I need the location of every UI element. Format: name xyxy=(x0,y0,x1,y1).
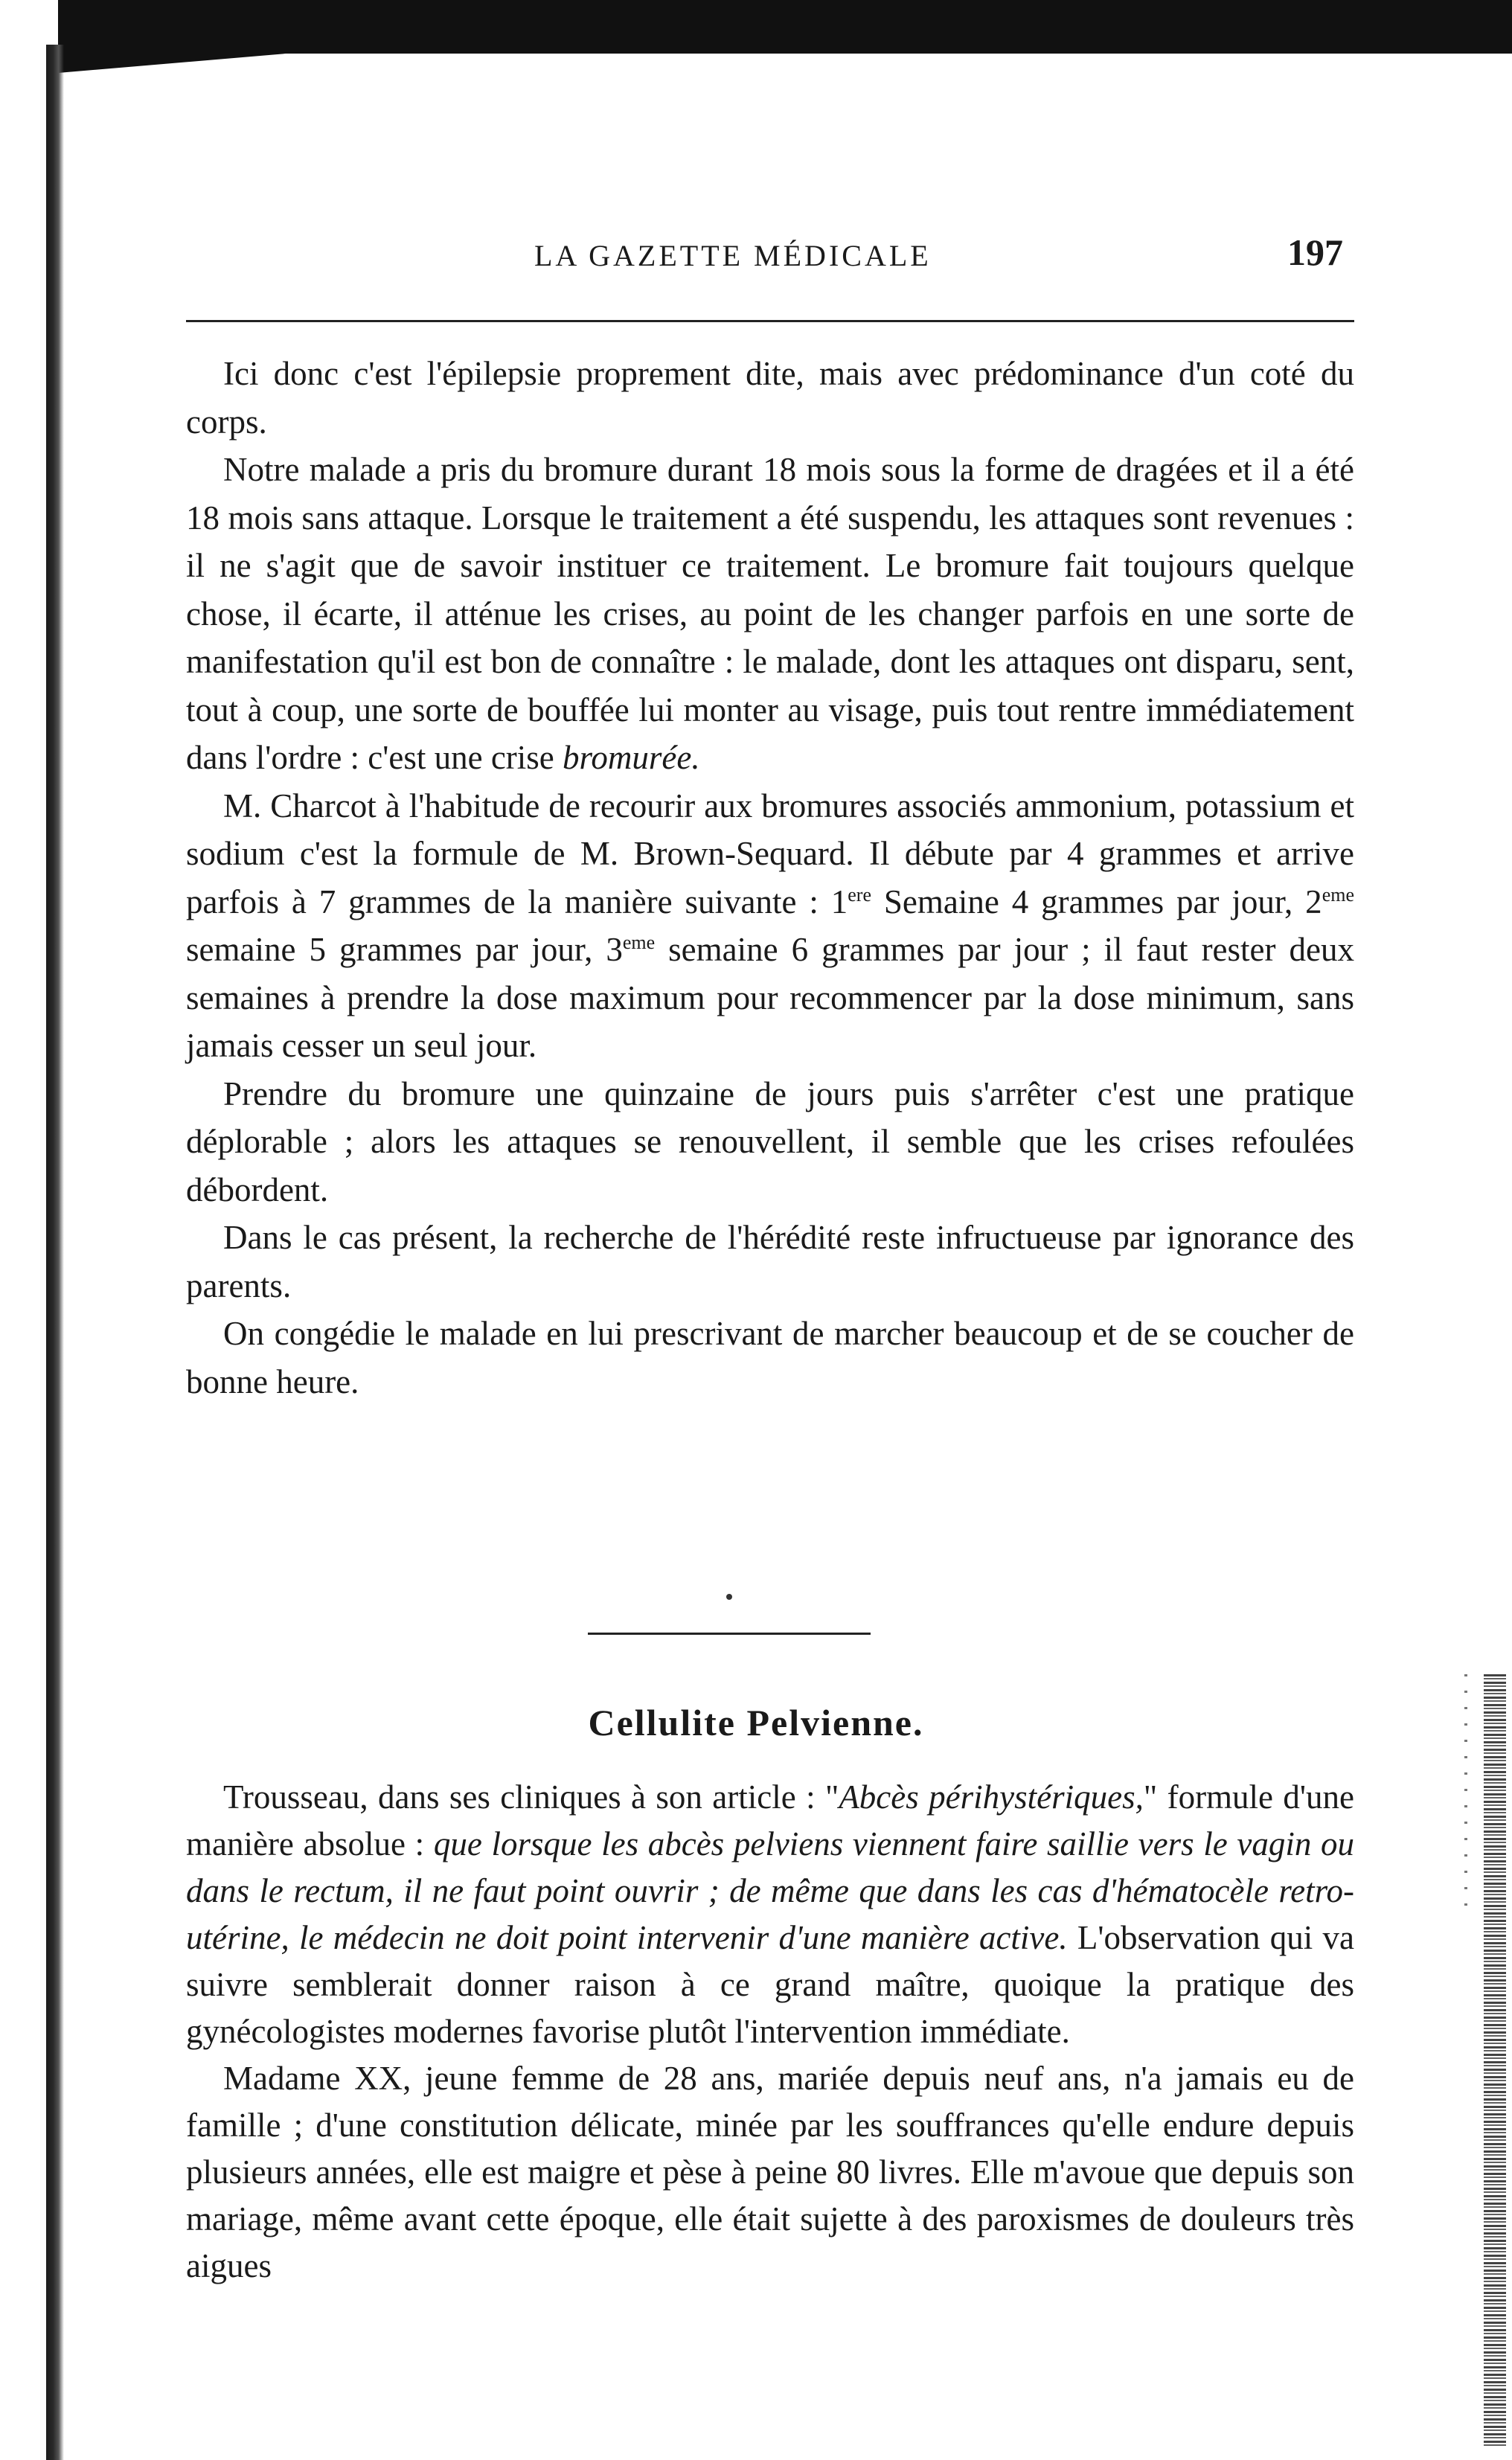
section-title: Cellulite Pelvienne. xyxy=(588,1702,924,1743)
italic-term: bromurée. xyxy=(563,739,700,776)
scan-left-border xyxy=(46,45,64,2460)
paragraph-text: Semaine 4 grammes par jour, 2 xyxy=(871,883,1322,920)
page-header xyxy=(0,231,1512,275)
running-title: LA GAZETTE MÉDICALE xyxy=(534,239,932,272)
paragraph: Prendre du bromure une quinzaine de jours puis s'arrêter c'est une pratique déplorable ; alors les attaques se renouvellent, il semble que les crises refoulées débordent. xyxy=(186,1074,1354,1208)
paragraph xyxy=(186,782,1354,1070)
paragraph-text: " formule d'une manière absolue : xyxy=(186,1778,1354,1862)
scan-right-noise xyxy=(1484,1674,1506,2448)
paragraph xyxy=(186,1774,1354,2055)
paragraph: On congédie le malade en lui prescrivant de marcher beaucoup et de se coucher de bonne heure. xyxy=(186,1315,1354,1400)
paragraph-text: Notre malade a pris du bromure durant 18 mois sous la forme de dragées et il a été 18 mois sans attaque. Lorsque le traitement a été suspendu, les attaques sont revenues : il ne s'agit que de savoir instituer ce traitement. Le bromure fait toujours quelque chose, il écarte, il atténue les crises, au point de les changer parfois en une sorte de manifestation qu'il est bon de connaître : le malade, dont les attaques ont disparu, sent, tout à coup, une sorte de bouffée lui monter au visage, puis tout rentre immédiatement dans l'ordre : c'est une crise xyxy=(186,451,1354,776)
page-number: 197 xyxy=(1287,231,1343,273)
paragraph: Madame XX, jeune femme de 28 ans, mariée depuis neuf ans, n'a jamais eu de famille ; d'une constitution délicate, minée par les souffrances qu'elle endure depuis plusieurs années, elle est maigre et pèse à peine 80 livres. Elle m'avoue que depuis son mariage, même avant cette époque, elle était sujette à des paroxismes de douleurs très aigues xyxy=(186,2060,1354,2284)
superscript: eme xyxy=(1322,883,1354,906)
body-text-block-1 xyxy=(186,350,1354,1406)
paragraph-text: Trousseau, dans ses cliniques à son article : " xyxy=(223,1778,839,1816)
paragraph-text: L'observation qui va suivre semblerait donner raison à ce grand maître, quoique la pratique des gynécologistes modernes favorise plutôt l'intervention immédiate. xyxy=(186,1919,1354,2050)
paragraph xyxy=(186,446,1354,782)
header-rule xyxy=(186,320,1354,322)
italic-title: Abcès périhystériques, xyxy=(839,1778,1144,1816)
scan-top-border-shadow xyxy=(58,52,304,73)
superscript: ere xyxy=(848,883,872,906)
scan-top-border xyxy=(58,0,1512,54)
separator-rule xyxy=(588,1633,871,1635)
separator-dot xyxy=(726,1594,732,1600)
italic-quote: que lorsque les abcès pelviens viennent faire saillie vers le vagin ou dans le rectum, il ne faut point ouvrir ; de même que dans les cas d'hématocèle retro-utérine, le médecin ne doit point intervenir d'une manière active. xyxy=(186,1825,1354,1956)
paragraph-text: M. Charcot à l'habitude de recourir aux bromures associés ammonium, potassium et sodium c'est la formule de M. Brown-Sequard. Il débute par 4 grammes et arrive parfois à 7 grammes de la manière suivante : 1 xyxy=(186,787,1354,920)
superscript: eme xyxy=(622,932,656,953)
paragraph: Ici donc c'est l'épilepsie proprement dite, mais avec prédominance d'un coté du corps. xyxy=(186,355,1354,441)
body-text-block-2 xyxy=(186,1774,1354,2290)
paragraph-text: semaine 5 grammes par jour, 3 xyxy=(186,931,623,968)
paragraph-text: semaine 6 grammes par jour ; il faut rester deux semaines à prendre la dose maximum pour recommencer par la dose minimum, sans jamais cesser un seul jour. xyxy=(186,931,1354,1064)
paragraph: Dans le cas présent, la recherche de l'hérédité reste infructueuse par ignorance des parents. xyxy=(186,1219,1354,1304)
